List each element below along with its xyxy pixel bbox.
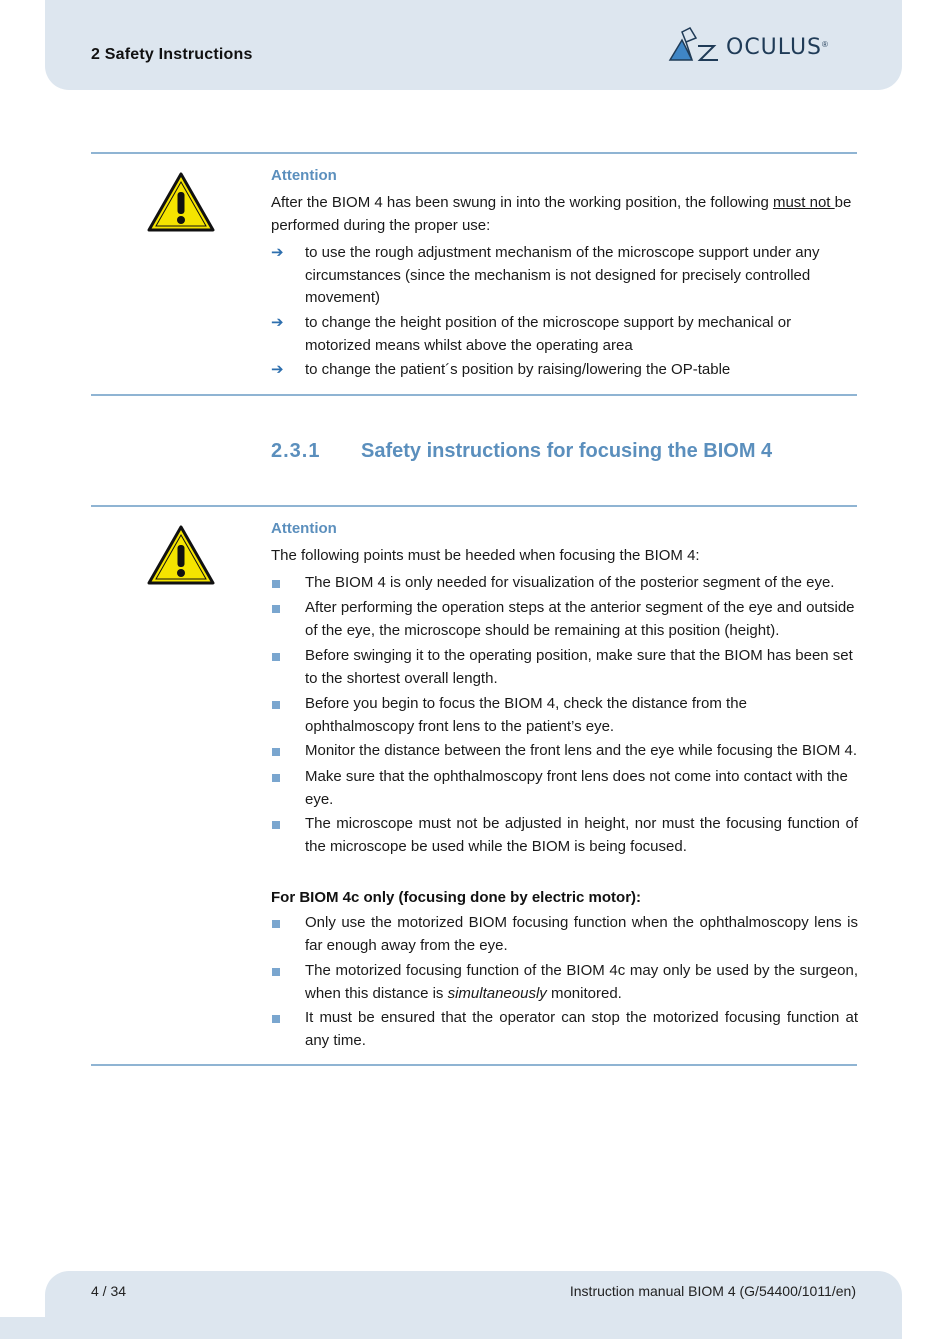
section-number: 2.3.1: [271, 440, 321, 462]
list-item-text: to change the height position of the microscope support by mechanical or motorized means whilst above the operating area: [305, 314, 792, 354]
intro-text-emphasis: must not: [772, 194, 835, 211]
square-bullet-icon: [272, 774, 280, 782]
list-item-text: to use the rough adjustment mechanism of the microscope support under any circumstances (since the mechanism is not designed for precisely controlled movement): [305, 244, 820, 306]
square-bullet-icon: [272, 701, 280, 709]
list-item-text-end: monitored.: [546, 984, 622, 1002]
chapter-title: 2 Safety Instructions: [91, 46, 253, 63]
attention-heading-2: Attention: [271, 520, 337, 537]
warning-triangle-icon: [147, 525, 215, 585]
list-item-text-emphasis: simultaneously: [447, 984, 547, 1002]
oculus-logo: [668, 26, 828, 66]
arrow-right-icon: ➔: [271, 361, 284, 378]
attention-intro-1: [271, 192, 859, 237]
warning-triangle-icon: [147, 172, 215, 232]
square-bullet-icon: [272, 821, 280, 829]
intro-text-end: be performed during the proper use:: [271, 194, 852, 234]
page-footer: [45, 1271, 902, 1339]
square-bullet-icon: [272, 968, 280, 976]
list-item-text: to change the patient´s position by raising/lowering the OP-table: [305, 361, 731, 378]
divider-bottom-2: [91, 1064, 857, 1066]
list-item-text: Only use the motorized BIOM focusing function when the ophthalmoscopy lens is far enough away from the eye.: [305, 914, 858, 954]
square-bullet-icon: [272, 605, 280, 613]
manual-reference: Instruction manual BIOM 4 (G/54400/1011/en): [569, 1283, 856, 1299]
square-bullet-icon: [272, 748, 280, 756]
intro-text-start: After the BIOM 4 has been swung in into the working position, the following: [271, 194, 773, 211]
list-item-text-start: The motorized focusing function of the BIOM 4c may only be used by the surgeon, when this distance is: [305, 962, 858, 1002]
square-bullet-icon: [272, 1015, 280, 1023]
logo-text: OCULUS: [726, 34, 823, 60]
list-item-text: [305, 960, 858, 1005]
oculus-logo-icon: [668, 26, 724, 66]
list-item-text: The BIOM 4 is only needed for visualization of the posterior segment of the eye.: [305, 574, 835, 591]
list-item-text: Before swinging it to the operating position, make sure that the BIOM has been set to the shortest overall length.: [305, 647, 853, 687]
logo-registered: ®: [822, 39, 828, 49]
arrow-right-icon: ➔: [271, 244, 284, 261]
divider-top-1: [91, 152, 857, 154]
page-number: 4 / 34: [91, 1283, 127, 1299]
divider-bottom-1: [91, 394, 857, 396]
square-bullet-icon: [272, 653, 280, 661]
list-item-text: Monitor the distance between the front lens and the eye while focusing the BIOM 4.: [305, 742, 857, 759]
section-title: Safety instructions for focusing the BIOM 4: [361, 440, 773, 462]
attention-heading-1: Attention: [271, 167, 337, 184]
list-item-text: It must be ensured that the operator can stop the motorized focusing function at any time.: [305, 1009, 858, 1049]
list-item-text: After performing the operation steps at the anterior segment of the eye and outside of the eye, the microscope should be remaining at this position (height).: [305, 599, 855, 639]
square-bullet-icon: [272, 920, 280, 928]
square-bullet-icon: [272, 580, 280, 588]
attention-intro-2: The following points must be heeded when focusing the BIOM 4:: [271, 547, 700, 564]
list-item-text: Before you begin to focus the BIOM 4, check the distance from the ophthalmoscopy front lens to the patient’s eye.: [305, 695, 747, 735]
divider-top-2: [91, 505, 857, 507]
list-item-text: Make sure that the ophthalmoscopy front lens does not come into contact with the eye.: [305, 768, 848, 808]
footer-left-strip: [0, 1317, 45, 1339]
arrow-right-icon: ➔: [271, 314, 284, 331]
list-item-text: The microscope must not be adjusted in height, nor must the focusing function of the microscope be used while the BIOM is being focused.: [305, 815, 858, 855]
subheading-biom4c: For BIOM 4c only (focusing done by electric motor):: [271, 889, 642, 906]
